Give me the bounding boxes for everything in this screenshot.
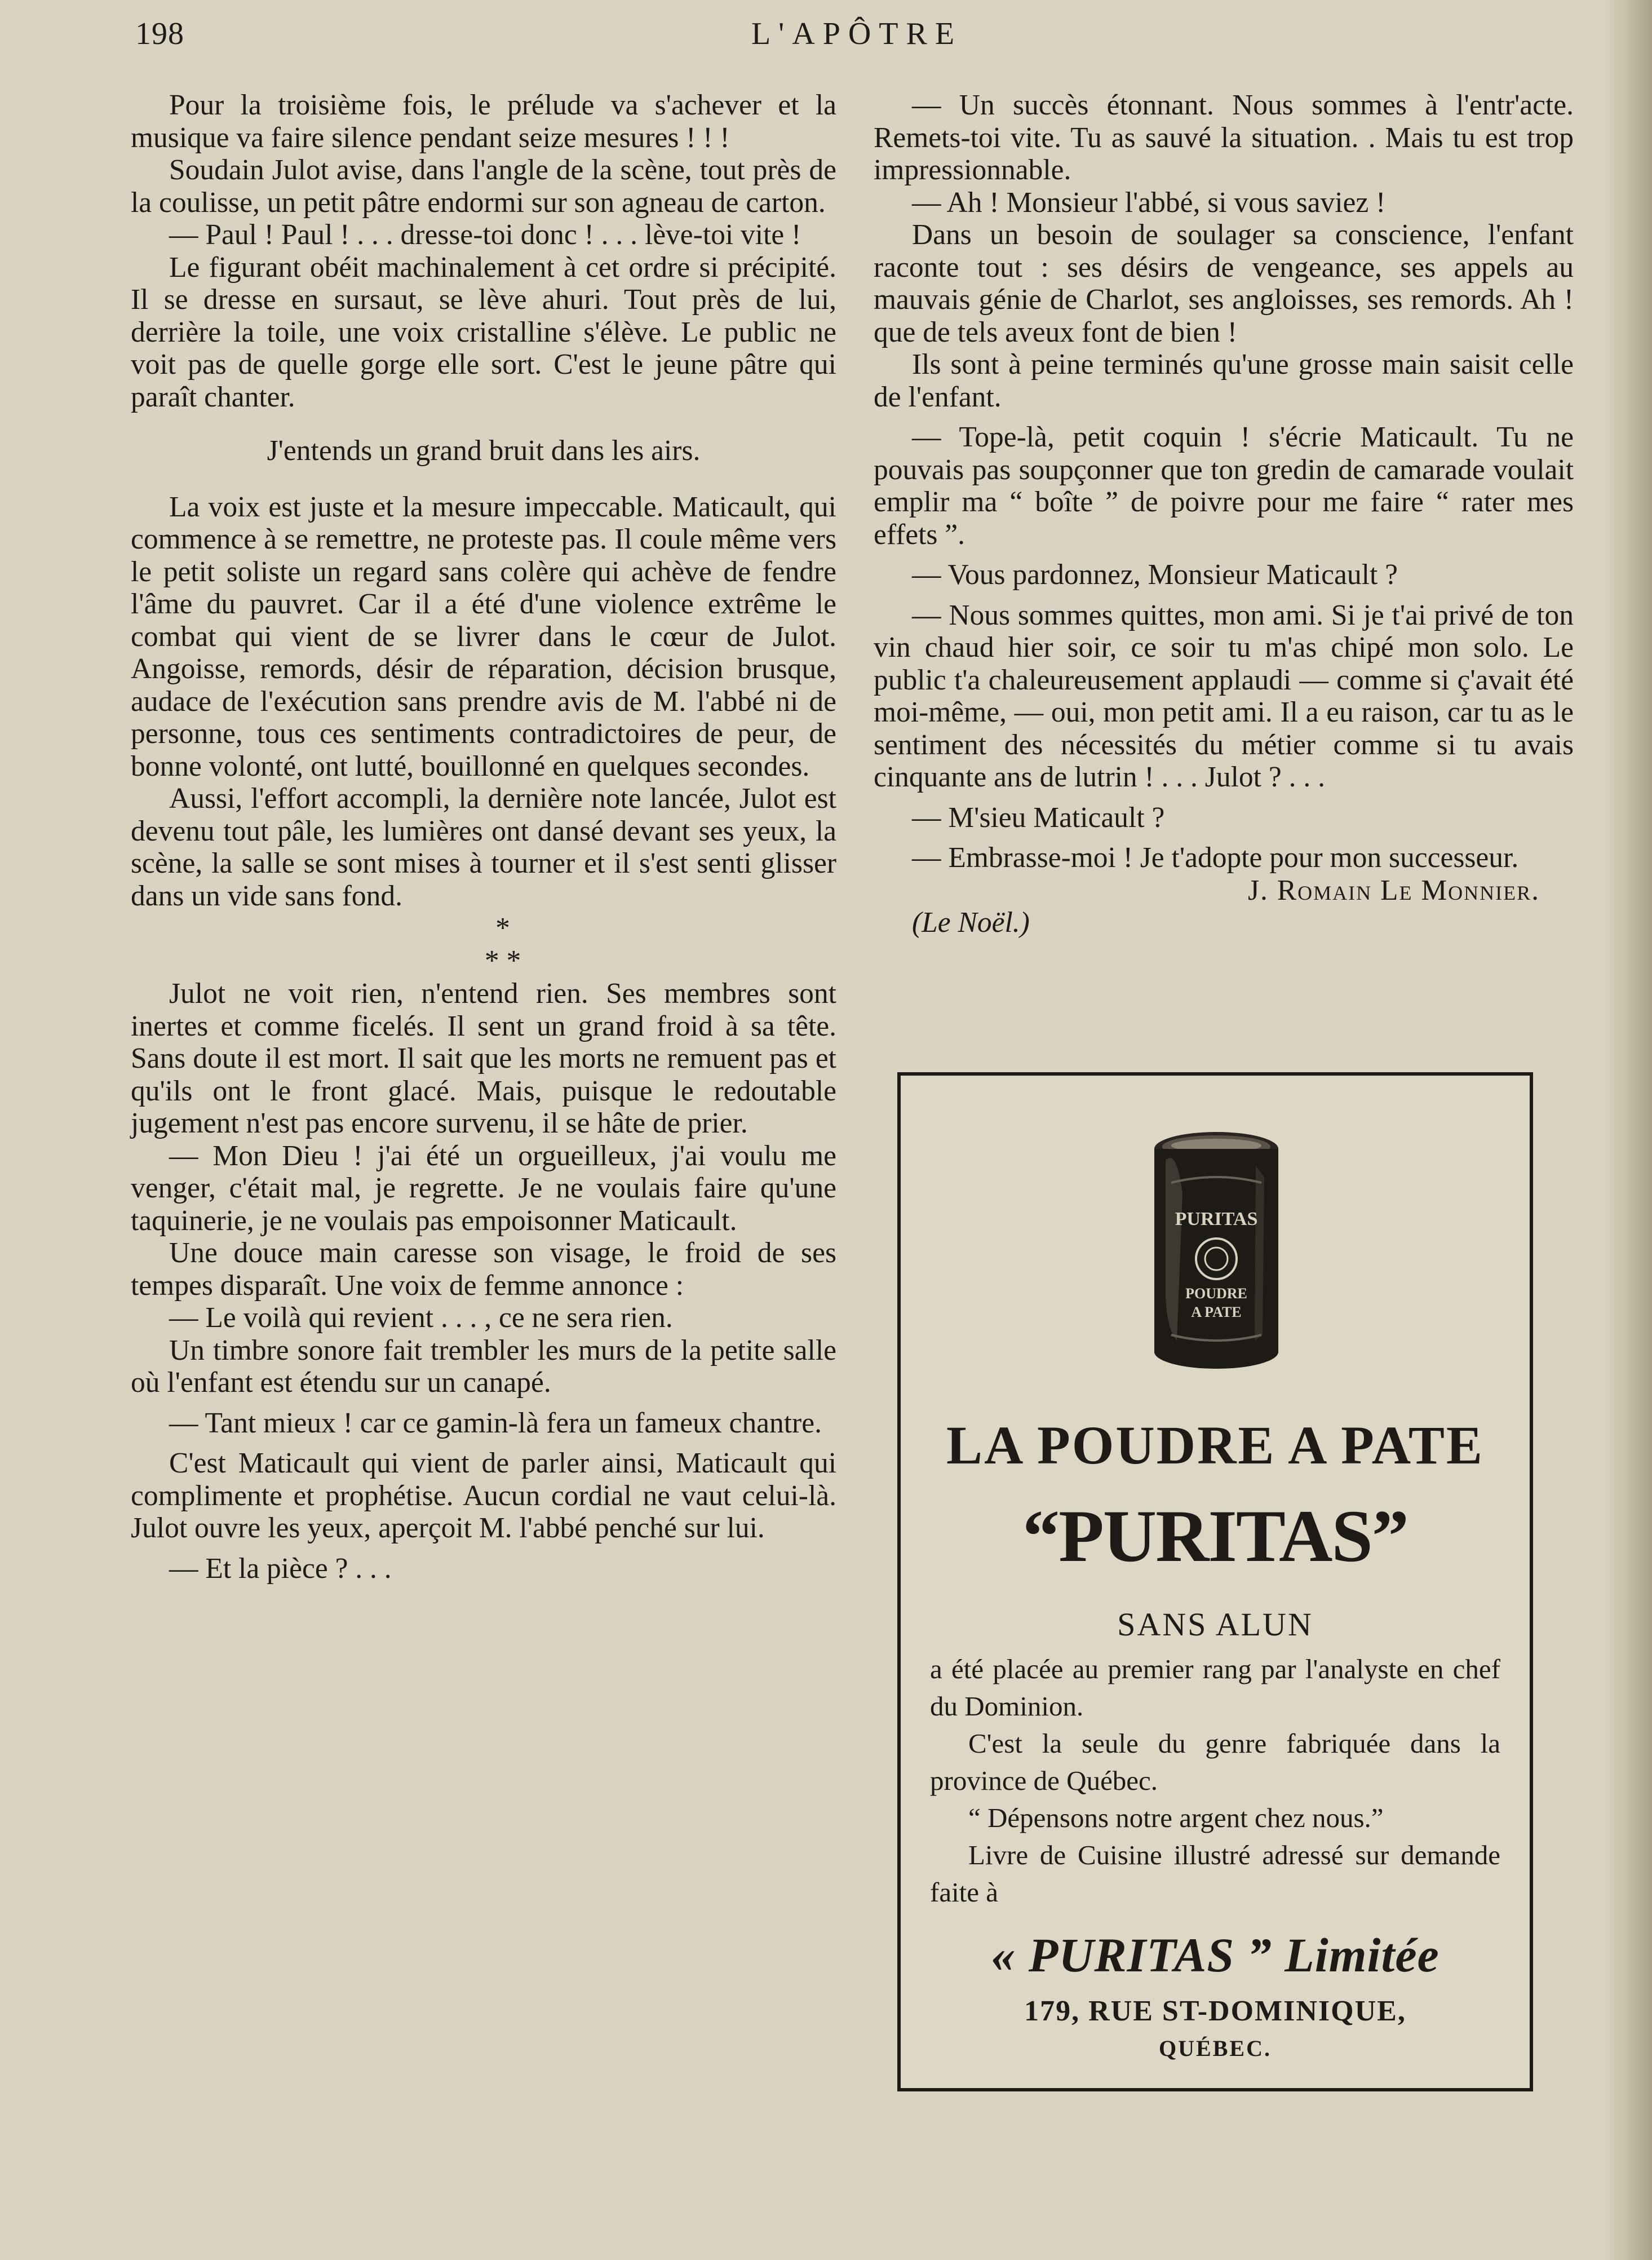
ad-brand-logo: “PURITAS” xyxy=(1022,1494,1408,1577)
running-title: L'APÔTRE xyxy=(751,16,963,51)
paragraph: Une douce main caresse son visage, le froid de ses tempes disparaît. Une voix de femme annonce : xyxy=(131,1237,836,1302)
page-gutter-shadow xyxy=(1601,0,1652,2260)
ad-paragraph: a été placée au premier rang par l'analyste en chef du Dominion. xyxy=(930,1653,1500,1722)
paragraph: — Embrasse-moi ! Je t'adopte pour mon successeur. xyxy=(912,842,1519,874)
paragraph: C'est Maticault qui vient de parler ainsi, Maticault qui complimente et prophétise. Aucun cordial ne vaut celui-là. Julot ouvre les yeux, aperçoit M. l'abbé penché sur lui. xyxy=(131,1447,836,1544)
can-label-apate: A PATE xyxy=(1191,1304,1242,1320)
ad-headline: LA POUDRE A PATE xyxy=(946,1415,1484,1475)
author-initial: J. xyxy=(1248,874,1269,906)
author-name: Romain Le Monnier. xyxy=(1277,874,1540,906)
paragraph: — Paul ! Paul ! . . . dresse-toi donc ! . . . lève-toi vite ! xyxy=(169,219,801,251)
ad-company-name: « PURITAS ” Limitée xyxy=(991,1928,1440,1982)
paragraph: — Un succès étonnant. Nous sommes à l'entr'acte. Remets-toi vite. Tu as sauvé la situation. . Mais tu est trop impressionnable. xyxy=(874,89,1574,186)
page-header xyxy=(135,10,1578,61)
ad-city: QUÉBEC. xyxy=(1159,2036,1272,2061)
paragraph: — Tope-là, petit coquin ! s'écrie Maticault. Tu ne pouvais pas soupçonner que ton gredin de camarade voulait emplir ma “ boîte ” de poivre pour me faire “ rater mes effets ”. xyxy=(874,421,1574,551)
author-signature xyxy=(874,874,1574,907)
song-verse: J'entends un grand bruit dans les airs. xyxy=(267,435,701,467)
paragraph: Soudain Julot avise, dans l'angle de la scène, tout près de la coulisse, un petit pâtre endormi sur son agneau de carton. xyxy=(131,154,836,219)
paragraph: Ils sont à peine terminés qu'une grosse main saisit celle de l'enfant. xyxy=(874,348,1574,413)
paragraph: Julot ne voit rien, n'entend rien. Ses membres sont inertes et comme ficelés. Il sent un grand froid à sa tête. Sans doute il est mort. Il sait que les morts ne remuent pas et qu'ils ont le front glacé. Mais, puisque le redoutable jugement n'est pas encore survenu, il se hâte de prier. xyxy=(131,978,836,1139)
can-icon xyxy=(1143,1126,1290,1374)
paragraph: — M'sieu Maticault ? xyxy=(912,801,1165,834)
ad-paragraph: “ Dépensons notre argent chez nous.” xyxy=(968,1802,1384,1833)
paragraph: — Le voilà qui revient . . . , ce ne sera rien. xyxy=(169,1302,673,1334)
can-label-brand: PURITAS xyxy=(1175,1209,1258,1229)
baking-powder-can-illustration xyxy=(1143,1126,1290,1374)
paragraph: Le figurant obéit machinalement à cet ordre si précipité. Il se dresse en sursaut, se lève ahuri. Tout près de lui, derrière la toile, une voix cristalline s'élève. Le public ne voit pas de quelle gorge elle sort. C'est le jeune pâtre qui paraît chanter. xyxy=(131,251,836,413)
ad-body-text xyxy=(930,1651,1500,1911)
paragraph: — Vous pardonnez, Monsieur Maticault ? xyxy=(912,559,1398,591)
can-label-poudre: POUDRE xyxy=(1185,1285,1247,1302)
advertisement-box xyxy=(897,1072,1533,2091)
ad-paragraph: Livre de Cuisine illustré adressé sur demande faite à xyxy=(930,1839,1500,1908)
paragraph: — Et la pièce ? . . . xyxy=(169,1552,392,1585)
paragraph: — Mon Dieu ! j'ai été un orgueilleux, j'ai voulu me venger, c'était mal, je regrette. Je ne voulais faire qu'une taquinerie, je ne voulais pas empoisonner Maticault. xyxy=(131,1139,836,1237)
paragraph: Pour la troisième fois, le prélude va s'achever et la musique va faire silence pendant seize mesures ! ! ! xyxy=(131,89,836,154)
section-break-asterisks: * * xyxy=(484,945,521,977)
paragraph: Un timbre sonore fait trembler les murs de la petite salle où l'enfant est étendu sur un canapé. xyxy=(131,1334,836,1399)
paragraph: Dans un besoin de soulager sa conscience, l'enfant raconte tout : ses désirs de vengeance, ses appels au mauvais génie de Charlot, ses angloisses, ses remords. Ah ! que de tels aveux font de bien ! xyxy=(874,219,1574,348)
article-column-right xyxy=(874,89,1574,939)
ad-subtitle: SANS ALUN xyxy=(1117,1606,1313,1643)
ad-address: 179, RUE ST-DOMINIQUE, xyxy=(1024,1995,1406,2027)
article-column-left xyxy=(131,89,836,1585)
paragraph: Aussi, l'effort accompli, la dernière note lancée, Julot est devenu tout pâle, les lumières ont dansé devant ses yeux, la scène, la salle se sont mises à tourner et il s'est senti glisser dans un vide sans fond. xyxy=(131,782,836,912)
paragraph: — Tant mieux ! car ce gamin-là fera un fameux chantre. xyxy=(169,1407,822,1439)
ad-paragraph: C'est la seule du genre fabriquée dans la province de Québec. xyxy=(930,1728,1500,1796)
source-citation: (Le Noël.) xyxy=(912,906,1030,939)
page-number: 198 xyxy=(135,16,184,51)
paragraph: — Ah ! Monsieur l'abbé, si vous saviez ! xyxy=(912,186,1386,219)
paragraph: La voix est juste et la mesure impeccable. Maticault, qui commence à se remettre, ne proteste pas. Il coule même vers le petit soliste un regard sans colère qui achève de fendre l'âme du pauvret. Car il a été d'une violence extrême le combat qui vient de se livrer dans le cœur de Julot. Angoisse, remords, désir de réparation, décision brusque, audace de l'exécution sans prendre avis de M. l'abbé ni de personne, tous ces sentiments contradictoires de peur, de bonne volonté, ont lutté, bouillonné en quelques secondes. xyxy=(131,490,836,782)
paragraph: — Nous sommes quittes, mon ami. Si je t'ai privé de ton vin chaud hier soir, ce soir tu m'as chipé mon solo. Le public t'a chaleureusement applaudi — comme si ç'avait été moi-même, — oui, mon petit ami. Il a eu raison, car tu as le sentiment des nécessités du métier comme si tu avais cinquante ans de lutrin ! . . . Julot ? . . . xyxy=(874,599,1574,793)
section-break-asterisk: * xyxy=(495,912,510,944)
